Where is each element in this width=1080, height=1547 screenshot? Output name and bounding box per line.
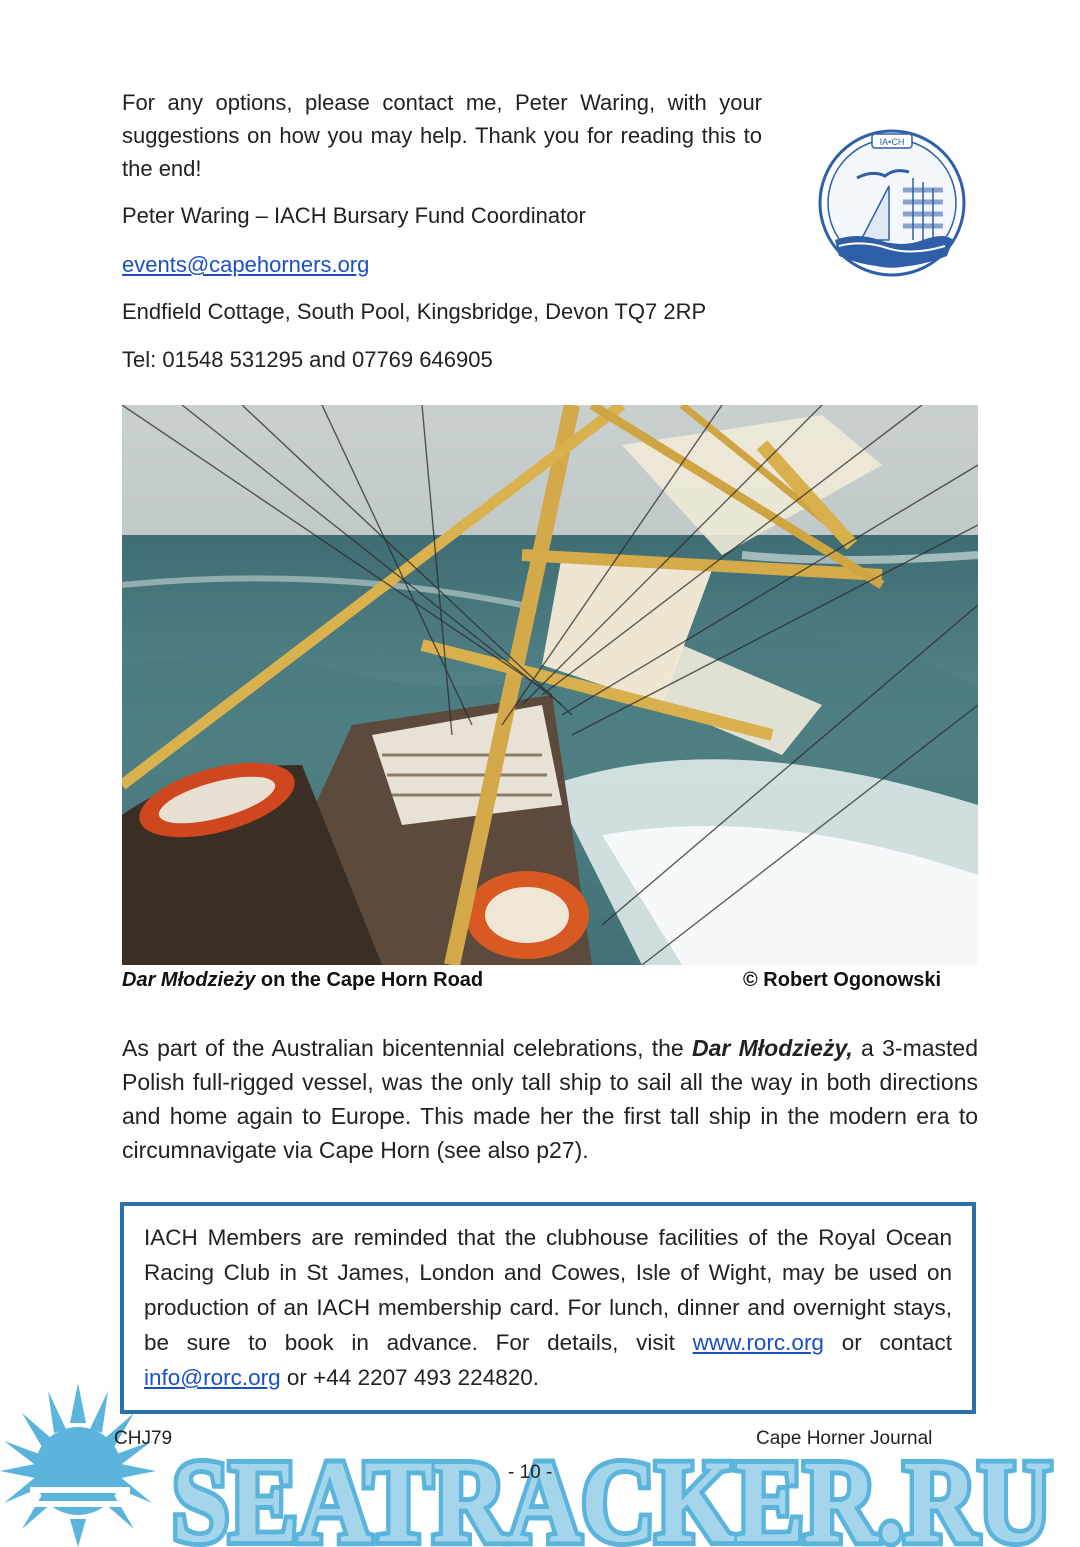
signature: Peter Waring – IACH Bursary Fund Coordinator	[122, 203, 586, 228]
notice-mid: or contact	[823, 1330, 952, 1355]
logo-text: IA•CH	[879, 137, 905, 147]
ship-photo	[122, 405, 978, 965]
intro-paragraph: For any options, please contact me, Peter Waring, with your suggestions on how you may help. Thank you for reading this to the end!	[122, 90, 762, 181]
footer-issue: CHJ79	[114, 1428, 173, 1449]
caption-ship-name: Dar Młodzieży	[122, 969, 256, 991]
article-ship-name: Dar Młodzieży,	[691, 1035, 853, 1061]
iach-emblem-icon	[817, 128, 967, 278]
photo-caption	[122, 969, 483, 992]
article-rest: a 3-masted Polish full-rigged vessel, was the only tall ship to sail all the way in both directions and home again to Europe. This made her the first tall ship in the modern era to circumnavigate via Cape Horn (see also p27).	[122, 1035, 978, 1163]
caption-text: on the Cape Horn Road	[255, 969, 484, 991]
telephone: Tel: 01548 531295 and 07769 646905	[122, 347, 493, 372]
postal-address: Endfield Cottage, South Pool, Kingsbridge, Devon TQ7 2RP	[122, 299, 707, 324]
article-paragraph	[122, 1031, 978, 1167]
notice-text: IACH Members are reminded that the clubhouse facilities of the Royal Ocean Racing Club in St James, London and Cowes, Isle of Wight, may be used on production of an IACH membership card. For lunch, dinner and overnight stays, be sure to book in advance. For details, visit	[144, 1225, 952, 1355]
page-number: - 10 -	[508, 1462, 553, 1483]
photo-credit: © Robert Ogonowski	[743, 969, 942, 991]
rorc-email-link[interactable]: info@rorc.org	[144, 1365, 281, 1390]
email-link[interactable]: events@capehorners.org	[122, 252, 370, 277]
notice-end: or +44 2207 493 224820.	[280, 1365, 539, 1390]
sun-burst-icon	[0, 1383, 156, 1547]
footer-journal: Cape Horner Journal	[756, 1428, 933, 1449]
article-lead: As part of the Australian bicentennial celebrations, the	[122, 1035, 692, 1061]
watermark-text-outline: SEATRACKER.RU	[172, 1436, 1052, 1547]
rorc-website-link[interactable]: www.rorc.org	[692, 1330, 824, 1355]
watermark-text: SEATRACKER.RU	[172, 1436, 1052, 1547]
